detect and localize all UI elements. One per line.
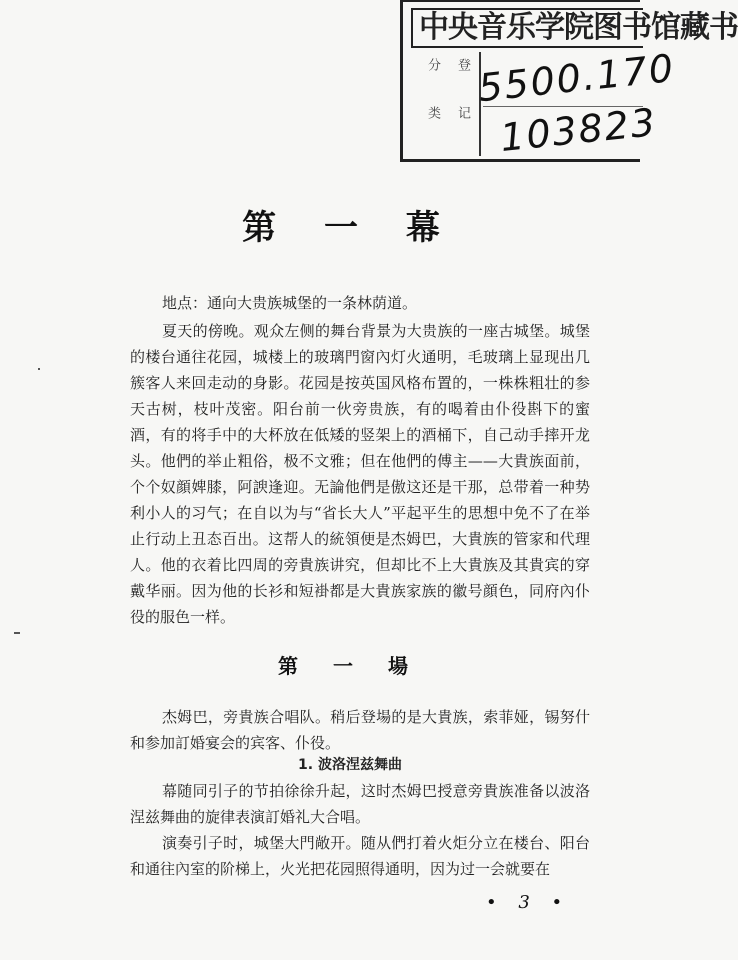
act-title: 第 一 幕 <box>242 208 458 248</box>
piece-title: 1. 波洛涅兹舞曲 <box>298 757 402 773</box>
stamp-label-column <box>411 52 481 156</box>
stage-description <box>130 318 590 630</box>
stamp-label: 类 <box>425 106 440 119</box>
cast-list <box>130 704 590 756</box>
scan-speck <box>14 632 20 634</box>
stamp-label: 登 <box>455 58 470 71</box>
scan-speck <box>38 368 40 370</box>
stamp-call-number: 5500.170 <box>476 45 678 111</box>
intro-paragraph: 幕随同引子的节拍徐徐升起，这时杰姆巴授意旁貴族准备以波洛涅兹舞曲的旋律表演訂婚礼大合唱。 <box>130 782 590 826</box>
stamp-label: 分 <box>425 58 440 71</box>
description-paragraph: 夏天的傍晚。观众左侧的舞台背景为大贵族的一座古城堡。城堡的楼台通往花园，城楼上的玻璃門窗內灯火通明，毛玻璃上显现出几簇客人来回走动的身影。花园是按英国风格布置的，一株株粗壮的参天古树，枝叶茂密。阳台前一伙旁贵族，有的喝着由仆役斟下的蜜酒，有的将手中的大杯放在低矮的竖架上的酒桶下，自己动手摔开龙头。他們的举止粗俗，极不文雅；但在他們的傅主——大貴族面前，个个奴顔婢膝，阿諛逢迎。无論他們是傲这还是干那，总带着一种势利小人的习气；在自以为与“省长大人”平起平生的思想中免不了在举止行动上丑态百出。这帮人的統領便是杰姆巴，大貴族的管家和代理人。他的衣着比四周的旁貴族讲究，但却比不上大貴族及其貴宾的穿戴华丽。因为他的长衫和短褂都是大貴族家族的徽号顔色，同府內仆役的服色一样。 <box>130 322 590 626</box>
stamp-label: 记 <box>455 106 470 119</box>
page-number: • 3 • <box>486 892 571 913</box>
cast-paragraph: 杰姆巴，旁貴族合唱队。稍后登場的是大貴族，索菲娅，锡努什和参加訂婚宴会的宾客、仆役。 <box>130 708 590 752</box>
intro-text <box>130 778 590 882</box>
intro-paragraph: 演奏引子时，城堡大門敞开。随从們打着火炬分立在楼台、阳台和通往內室的阶梯上，火光把花园照得通明，因为过一会就要在 <box>130 834 590 878</box>
stamp-accession-number: 103823 <box>498 99 659 161</box>
location-line: 地点：通向大贵族城堡的一条林荫道。 <box>162 294 418 312</box>
scene-title: 第 一 場 <box>278 654 422 678</box>
stamp-title: 中央音乐学院图书馆藏书 <box>411 8 643 48</box>
